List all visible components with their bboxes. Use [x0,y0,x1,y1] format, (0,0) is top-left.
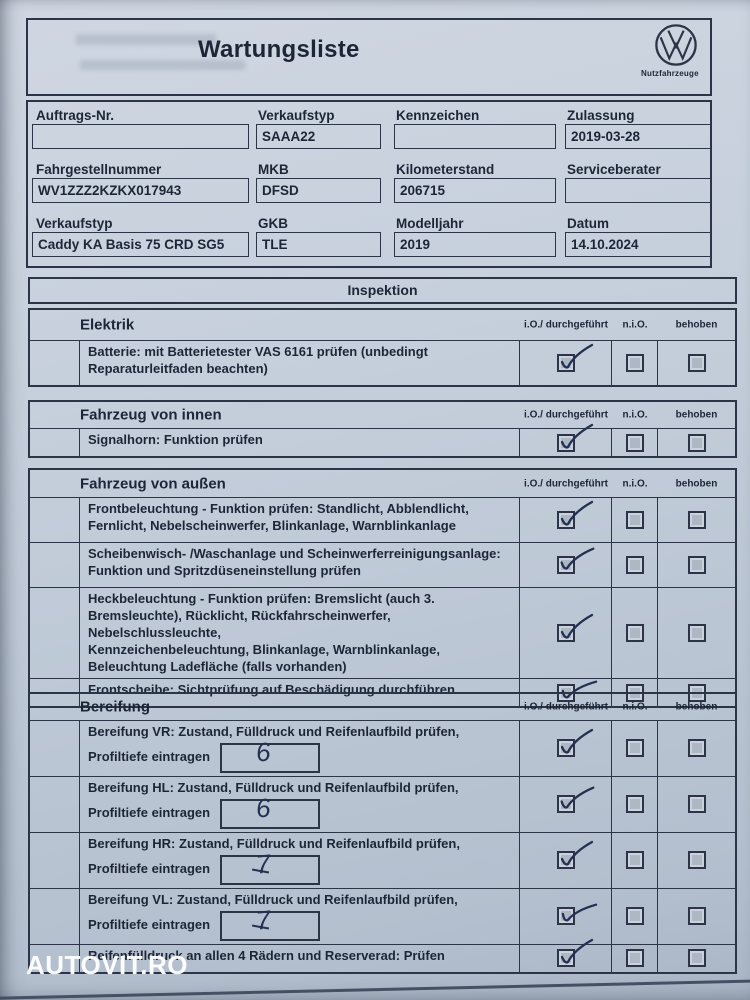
field-value-box: SAAA22 [256,124,381,149]
check-mark-icon [555,611,597,645]
field-label: Fahrgestellnummer [36,162,162,177]
checkbox-nok [626,624,644,642]
checklist-row [30,587,735,678]
section-fahrzeug-von-au-en [28,468,737,708]
row-description-line: Bremsleuchte), Rücklicht, Rückfahrscheinwerfer, Nebelschlussleuchte, [88,607,391,640]
row-description [80,777,520,832]
entry-label: Profiltiefe eintragen [88,917,211,933]
field-value-box [565,178,712,203]
checklist-row [30,832,735,888]
column-header-fixed: behoben [675,701,718,713]
row-description-line: Bereifung HR: Zustand, Fülldruck und Reifenlaufbild prüfen, [88,835,460,851]
row-stub-cell [30,498,80,542]
behoben-cell [658,945,735,972]
ok-cell [520,543,612,587]
row-description-line: Batterie: mit Batterietester VAS 6161 prüfen (unbedingt [88,344,428,359]
ok-cell [520,889,612,944]
field-label: Verkaufstyp [36,216,113,231]
column-header-nok: n.i.O. [622,409,648,421]
check-mark-icon [555,341,597,375]
row-description-line: Reparaturleitfaden beachten) [88,360,268,376]
checklist-row [30,542,735,587]
row-description [80,721,520,776]
tread-depth-entry-box [220,792,320,829]
field-value-box [394,124,556,149]
ok-cell [520,777,612,832]
checkbox-beh [688,354,706,372]
ok-cell [520,721,612,776]
nio-cell [612,889,658,944]
checkbox-nok [626,354,644,372]
checkbox-ok [557,556,575,574]
check-mark-icon [555,726,597,760]
field-value-box: WV1ZZZ2KZKX017943 [32,178,249,203]
ok-cell [520,945,612,972]
column-header-fixed: behoben [675,478,718,489]
section-header [30,694,735,720]
check-mark-icon [552,892,601,935]
field-label: Kilometerstand [396,162,495,177]
section-elektrik [28,308,737,387]
checkbox-nok [626,949,644,967]
section-header [30,470,735,497]
row-description [80,833,520,888]
nio-cell [612,721,658,776]
section-title: Fahrzeug von innen [80,406,222,424]
field-label: Serviceberater [567,162,661,177]
field-label: GKB [258,216,288,231]
tread-depth-entry-box [220,736,320,773]
field-value-box [32,124,249,149]
checkbox-beh [688,556,706,574]
column-header-nok: n.i.O. [622,701,648,713]
brand-label: Nutzfahrzeuge [641,69,699,78]
checklist-row [30,720,735,776]
watermark-text: AUTOVIT.RO [26,950,188,980]
checkbox-ok [557,624,575,642]
vw-logo-icon [653,22,699,68]
field-value-box: DFSD [256,178,381,203]
checkbox-ok [557,851,575,869]
field-value-box: TLE [256,232,381,257]
checkbox-ok [557,739,575,757]
section-bereifung [28,692,737,974]
field-label: Kennzeichen [396,108,480,123]
section-header [30,310,735,340]
checkbox-beh [688,739,706,757]
field-label: Auftrags-Nr. [36,108,115,123]
row-description-line: Kennzeichenbeleuchtung, Blinkanlage, Warnblinkanlage, [88,641,441,657]
behoben-cell [658,833,735,888]
behoben-cell [658,429,735,456]
row-description-line: Frontbeleuchtung - Funktion prüfen: Standlicht, Abblendlicht, [88,501,469,516]
field-value-box: 2019 [394,232,556,257]
checklist-row [30,776,735,832]
behoben-cell [658,588,735,678]
row-description [80,588,520,678]
check-mark-icon [553,541,598,579]
checkbox-nok [626,511,644,529]
checkbox-beh [688,624,706,642]
row-description [80,543,520,587]
check-mark-icon [555,838,597,872]
nio-cell [612,498,658,542]
section-fahrzeug-von-innen [28,400,737,458]
checkbox-beh [688,511,706,529]
column-header-ok: i.O./ durchgeführt [524,701,608,713]
ok-cell [520,833,612,888]
row-description-line: Reifenfülldruck an allen 4 Rädern und Reserverad: Prüfen [88,947,445,963]
section-title: Elektrik [80,316,135,334]
entry-label: Profiltiefe eintragen [88,749,211,765]
column-header-nok: n.i.O. [622,319,648,331]
checkbox-ok [557,907,575,925]
behoben-cell [658,498,735,542]
row-description-line: Heckbeleuchtung - Funktion prüfen: Bremslicht (auch 3. [88,591,435,606]
row-description-line: Bereifung VL: Zustand, Fülldruck und Reifenlaufbild prüfen, [88,891,458,907]
checkbox-ok [557,354,575,372]
checkbox-beh [688,795,706,813]
column-header-ok: i.O./ durchgeführt [524,409,608,421]
checklist-row [30,497,735,542]
page-title: Wartungsliste [198,36,360,63]
row-description-line: Frontscheibe: Sichtprüfung auf Beschädigung durchführen [88,682,455,698]
checkbox-nok [626,795,644,813]
behoben-cell [658,543,735,587]
column-header-ok: i.O./ durchgeführt [524,319,608,331]
checklist-row [30,888,735,944]
checkbox-nok [626,434,644,452]
behoben-cell [658,721,735,776]
field-label: Verkaufstyp [258,108,335,123]
row-stub-cell [30,721,80,776]
checklist-row [30,340,735,385]
row-description [80,889,520,944]
field-value-box: 206715 [394,178,556,203]
checkbox-ok [557,511,575,529]
checkbox-beh [688,907,706,925]
row-stub-cell [30,341,80,385]
handwritten-tread-depth-value: 7 [254,848,272,880]
header-box [26,18,712,96]
handwritten-tread-depth-value: 6 [254,736,272,768]
section-title: Fahrzeug von außen [80,475,226,492]
field-value-box: 14.10.2024 [565,232,712,257]
field-value-box: 2019-03-28 [565,124,712,149]
column-header-nok: n.i.O. [622,478,648,489]
handwritten-tread-depth-value: 7 [254,903,272,936]
row-description [80,498,520,542]
checkbox-nok [626,739,644,757]
checkbox-nok [626,556,644,574]
entry-label: Profiltiefe eintragen [88,861,211,877]
ok-cell [520,429,612,456]
column-header-ok: i.O./ durchgeführt [524,478,608,489]
check-mark-icon [555,498,597,532]
field-label: Zulassung [567,108,635,123]
bleed-through-smudge [76,34,216,45]
nio-cell [612,429,658,456]
inspection-section-bar: Inspektion [28,277,737,304]
check-mark-icon [553,780,598,818]
nio-cell [612,588,658,678]
field-label: Datum [567,216,610,231]
behoben-cell [658,777,735,832]
column-header-fixed: behoben [675,319,718,331]
tread-depth-entry-box [220,848,320,885]
row-stub-cell [30,429,80,456]
ok-cell [520,588,612,678]
entry-label: Profiltiefe eintragen [88,805,211,821]
row-description-line: Fernlicht, Nebelscheinwerfer, Blinkanlage, Warnblinkanlage [88,517,456,533]
nio-cell [612,543,658,587]
row-description [80,341,520,385]
checkbox-beh [688,851,706,869]
row-description [80,429,520,456]
checkbox-ok [557,795,575,813]
nio-cell [612,833,658,888]
section-title: Bereifung [80,698,151,716]
section-header [30,402,735,428]
checkbox-beh [688,434,706,452]
checklist-row [30,428,735,456]
field-label: Modelljahr [396,216,464,231]
nio-cell [612,341,658,385]
checkbox-ok [557,434,575,452]
ok-cell [520,498,612,542]
page-edge-line [0,979,750,999]
checkbox-ok [557,949,575,967]
row-description-line: Bereifung HL: Zustand, Fülldruck und Reifenlaufbild prüfen, [88,779,459,795]
handwritten-tread-depth-value: 6 [254,792,272,824]
row-description-line: Scheibenwisch- /Waschanlage und Scheinwerferreinigungsanlage: [88,546,501,561]
field-label: MKB [258,162,289,177]
checkbox-nok [626,907,644,925]
row-description-line: Funktion und Spritzdüseneinstellung prüfen [88,562,361,578]
behoben-cell [658,889,735,944]
checkbox-beh [688,949,706,967]
nio-cell [612,777,658,832]
row-description-line: Beleuchtung Ladefläche (falls vorhanden) [88,658,347,674]
row-stub-cell [30,889,80,944]
nio-cell [612,945,658,972]
row-stub-cell [30,588,80,678]
field-value-box: Caddy KA Basis 75 CRD SG5 [32,232,249,257]
row-stub-cell [30,543,80,587]
checkbox-nok [626,851,644,869]
row-description-line: Signalhorn: Funktion prüfen [88,432,263,447]
column-header-fixed: behoben [675,409,718,421]
row-stub-cell [30,833,80,888]
row-stub-cell [30,777,80,832]
behoben-cell [658,341,735,385]
tread-depth-entry-box [220,903,320,941]
ok-cell [520,341,612,385]
row-description-line: Bereifung VR: Zustand, Fülldruck und Reifenlaufbild prüfen, [88,724,460,739]
